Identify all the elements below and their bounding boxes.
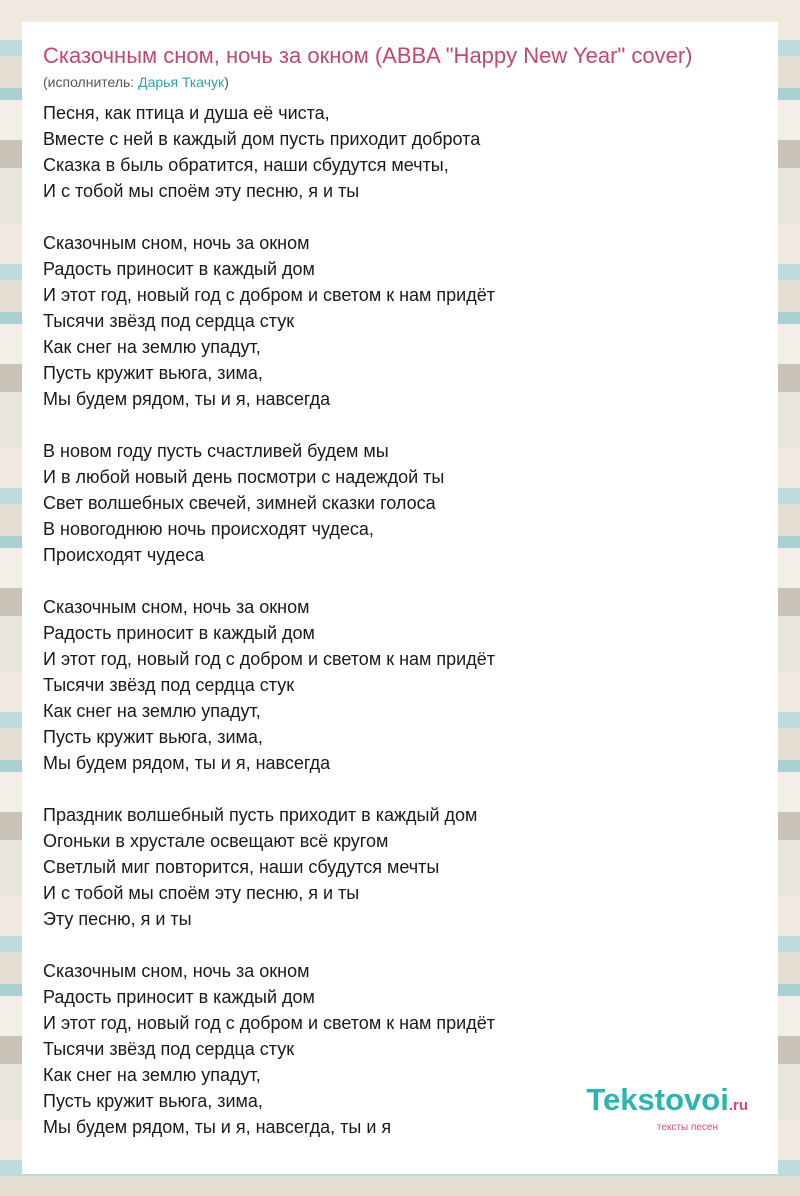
- stanza: [43, 594, 758, 776]
- site-logo[interactable]: [586, 1084, 748, 1134]
- performer-line: [43, 72, 758, 92]
- lyric-line: Свет волшебных свечей, зимней сказки голоса: [43, 493, 436, 513]
- lyric-line: Как снег на землю упадут,: [43, 337, 261, 357]
- lyric-line: Мы будем рядом, ты и я, навсегда: [43, 389, 331, 409]
- lyric-line: Пусть кружит вьюга, зима,: [43, 363, 263, 383]
- lyrics-body: [43, 100, 758, 1140]
- lyric-line: И с тобой мы споём эту песню, я и ты: [43, 181, 360, 201]
- lyric-line: Пусть кружит вьюга, зима,: [43, 727, 263, 747]
- lyric-line: И этот год, новый год с добром и светом к нам придёт: [43, 649, 495, 669]
- lyric-line: Как снег на землю упадут,: [43, 701, 261, 721]
- lyric-line: Сказка в быль обратится, наши сбудутся мечты,: [43, 155, 449, 175]
- lyric-line: Радость приносит в каждый дом: [43, 987, 315, 1007]
- lyric-line: Мы будем рядом, ты и я, навсегда, ты и я: [43, 1117, 392, 1137]
- lyric-line: В новогоднюю ночь происходят чудеса,: [43, 519, 374, 539]
- lyric-line: Тысячи звёзд под сердца стук: [43, 311, 295, 331]
- lyric-line: Эту песню, я и ты: [43, 909, 192, 929]
- stanza: [43, 230, 758, 412]
- lyric-line: Вместе с ней в каждый дом пусть приходит доброта: [43, 129, 481, 149]
- stanza: [43, 100, 758, 204]
- lyric-line: Тысячи звёзд под сердца стук: [43, 675, 295, 695]
- lyric-line: Светлый миг повторится, наши сбудутся мечты: [43, 857, 440, 877]
- performer-suffix: ): [224, 74, 229, 90]
- lyric-line: Мы будем рядом, ты и я, навсегда: [43, 753, 331, 773]
- performer-prefix: (исполнитель:: [43, 74, 139, 90]
- lyric-line: Радость приносит в каждый дом: [43, 259, 315, 279]
- logo-tagline: тексты песен: [656, 1122, 718, 1133]
- lyric-line: И этот год, новый год с добром и светом к нам придёт: [43, 1013, 495, 1033]
- lyric-line: И с тобой мы споём эту песню, я и ты: [43, 883, 360, 903]
- stanza: [43, 802, 758, 932]
- stanza: [43, 438, 758, 568]
- logo-text: Tekstovoi: [586, 1082, 729, 1117]
- lyric-line: И этот год, новый год с добром и светом к нам придёт: [43, 285, 495, 305]
- song-title: Сказочным сном, ночь за окном (ABBA "Happy New Year" cover): [43, 43, 693, 68]
- lyric-line: Как снег на землю упадут,: [43, 1065, 261, 1085]
- lyric-line: Пусть кружит вьюга, зима,: [43, 1091, 263, 1111]
- lyric-line: Тысячи звёзд под сердца стук: [43, 1039, 295, 1059]
- lyric-line: В новом году пусть счастливей будем мы: [43, 441, 389, 461]
- lyric-line: И в любой новый день посмотри с надеждой ты: [43, 467, 445, 487]
- lyric-line: Сказочным сном, ночь за окном: [43, 961, 310, 981]
- lyric-line: Праздник волшебный пусть приходит в каждый дом: [43, 805, 478, 825]
- performer-link[interactable]: Дарья Ткачук: [138, 74, 225, 90]
- lyric-line: Сказочным сном, ночь за окном: [43, 233, 310, 253]
- lyric-line: Огоньки в хрустале освещают всё кругом: [43, 831, 389, 851]
- logo-tld: .ru: [728, 1097, 748, 1114]
- lyrics-card: [22, 22, 778, 1174]
- lyric-line: Радость приносит в каждый дом: [43, 623, 315, 643]
- lyric-line: Сказочным сном, ночь за окном: [43, 597, 310, 617]
- lyric-line: Песня, как птица и душа её чиста,: [43, 103, 330, 123]
- lyric-line: Происходят чудеса: [43, 545, 205, 565]
